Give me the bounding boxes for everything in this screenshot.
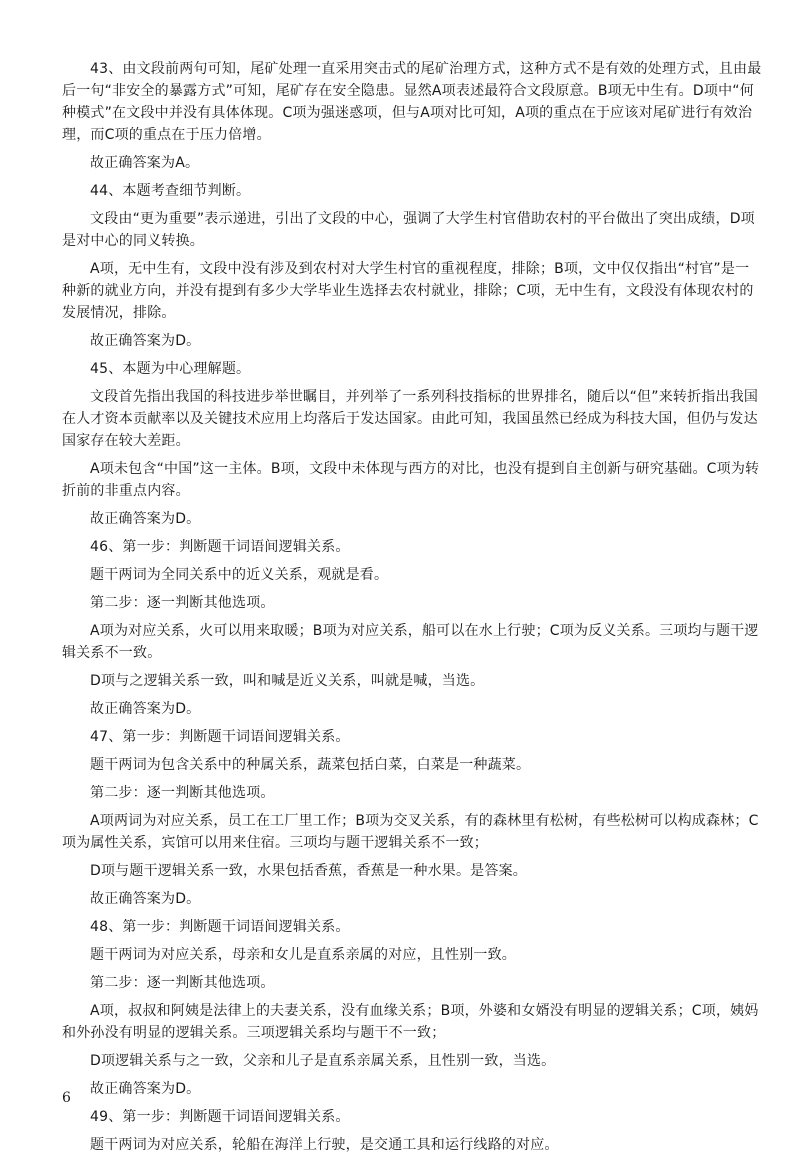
paragraph-q46-relation: 题干两词为全同关系中的近义关系，观就是看。 <box>90 567 389 583</box>
paragraph-q47-relation: 题干两词为包含关系中的种属关系，蔬菜包括白菜，白菜是一种蔬菜。 <box>90 757 531 773</box>
paragraph-q49-relation: 题干两词为对应关系，轮船在海洋上行驶，是交通工具和运行线路的对应。 <box>90 1137 559 1153</box>
paragraph-q43-answer: 故正确答案为A。 <box>90 155 200 171</box>
paragraph-q48-step1: 48、第一步：判断题干词语间逻辑关系。 <box>90 919 350 935</box>
paragraph-q47-step1: 47、第一步：判断题干词语间逻辑关系。 <box>90 729 350 745</box>
paragraph-q48-step2: 第二步：逐一判断其他选项。 <box>90 975 275 991</box>
paragraph-q46-answer: 故正确答案为D。 <box>90 701 201 717</box>
paragraph-q46-options: A项为对应关系，火可以用来取暖；B项为对应关系，船可以在水上行驶；C项为反义关系。三项均与题干逻辑关系不一致。 <box>62 623 759 661</box>
paragraph-q48-answer: 故正确答案为D。 <box>90 1081 201 1097</box>
paragraph-q46-step1: 46、第一步：判断题干词语间逻辑关系。 <box>90 539 350 555</box>
document-body <box>62 58 762 1162</box>
paragraph-q49-step1: 49、第一步：判断题干词语间逻辑关系。 <box>90 1109 350 1125</box>
paragraph-q47-step2: 第二步：逐一判断其他选项。 <box>90 785 275 801</box>
paragraph-q44-options: A项，无中生有，文段中没有涉及到农村对大学生村官的重视程度，排除；B项，文中仅仅指出“村官”是一种新的就业方向，并没有提到有多少大学毕业生选择去农村就业，排除；C项，无中生有，文段没有体现农村的发展情况，排除。 <box>62 261 754 321</box>
paragraph-q47-options: A项两词为对应关系，员工在工厂里工作；B项为交叉关系，有的森林里有松树，有些松树可以构成森林；C项为属性关系，宾馆可以用来住宿。三项均与题干逻辑关系不一致； <box>62 813 759 851</box>
paragraph-q45-answer: 故正确答案为D。 <box>90 511 201 527</box>
paragraph-q45-heading: 45、本题为中心理解题。 <box>90 361 251 377</box>
page-number: 6 <box>62 1090 71 1106</box>
paragraph-q44-heading: 44、本题考查细节判断。 <box>90 183 251 199</box>
paragraph-q43-analysis: 43、由文段前两句可知，尾矿处理一直采用突击式的尾矿治理方式，这种方式不是有效的处理方式，且由最后一句“非安全的暴露方式”可知，尾矿存在安全隐患。显然A项表述最符合文段原意。B项无中生有。D项中“何种模式”在文段中并没有具体体现。C项为强迷惑项，但与A项对比可知，A项的重点在于应该对尾矿进行有效治理，而C项的重点在于压力倍增。 <box>62 61 762 143</box>
paragraph-q44-answer: 故正确答案为D。 <box>90 333 201 349</box>
paragraph-q44-analysis: 文段由“更为重要”表示递进，引出了文段的中心，强调了大学生村官借助农村的平台做出了突出成绩，D项是对中心的同义转换。 <box>62 211 755 249</box>
paragraph-q46-option-d: D项与之逻辑关系一致，叫和喊是近义关系，叫就是喊，当选。 <box>90 673 485 689</box>
paragraph-q46-step2: 第二步：逐一判断其他选项。 <box>90 595 275 611</box>
paragraph-q48-option-d: D项逻辑关系与之一致，父亲和儿子是直系亲属关系，且性别一致，当选。 <box>90 1053 556 1069</box>
paragraph-q45-analysis: 文段首先指出我国的科技进步举世瞩目，并列举了一系列科技指标的世界排名，随后以“但”来转折指出我国在人才资本贡献率以及关键技术应用上均落后于发达国家。由此可知，我国虽然已经成为科技大国，但仍与发达国家存在较大差距。 <box>62 389 759 449</box>
paragraph-q45-options: A项未包含“中国”这一主体。B项，文段中未体现与西方的对比，也没有提到自主创新与研究基础。C项为转折前的非重点内容。 <box>62 461 760 499</box>
paragraph-q48-options: A项，叔叔和阿姨是法律上的夫妻关系，没有血缘关系；B项，外婆和女婿没有明显的逻辑关系；C项，姨妈和外孙没有明显的逻辑关系。三项逻辑关系均与题干不一致； <box>62 1003 759 1041</box>
paragraph-q47-option-d: D项与题干逻辑关系一致，水果包括香蕉，香蕉是一种水果。是答案。 <box>90 863 527 879</box>
paragraph-q48-relation: 题干两词为对应关系，母亲和女儿是直系亲属的对应，且性别一致。 <box>90 947 516 963</box>
paragraph-q47-answer: 故正确答案为D。 <box>90 891 201 907</box>
